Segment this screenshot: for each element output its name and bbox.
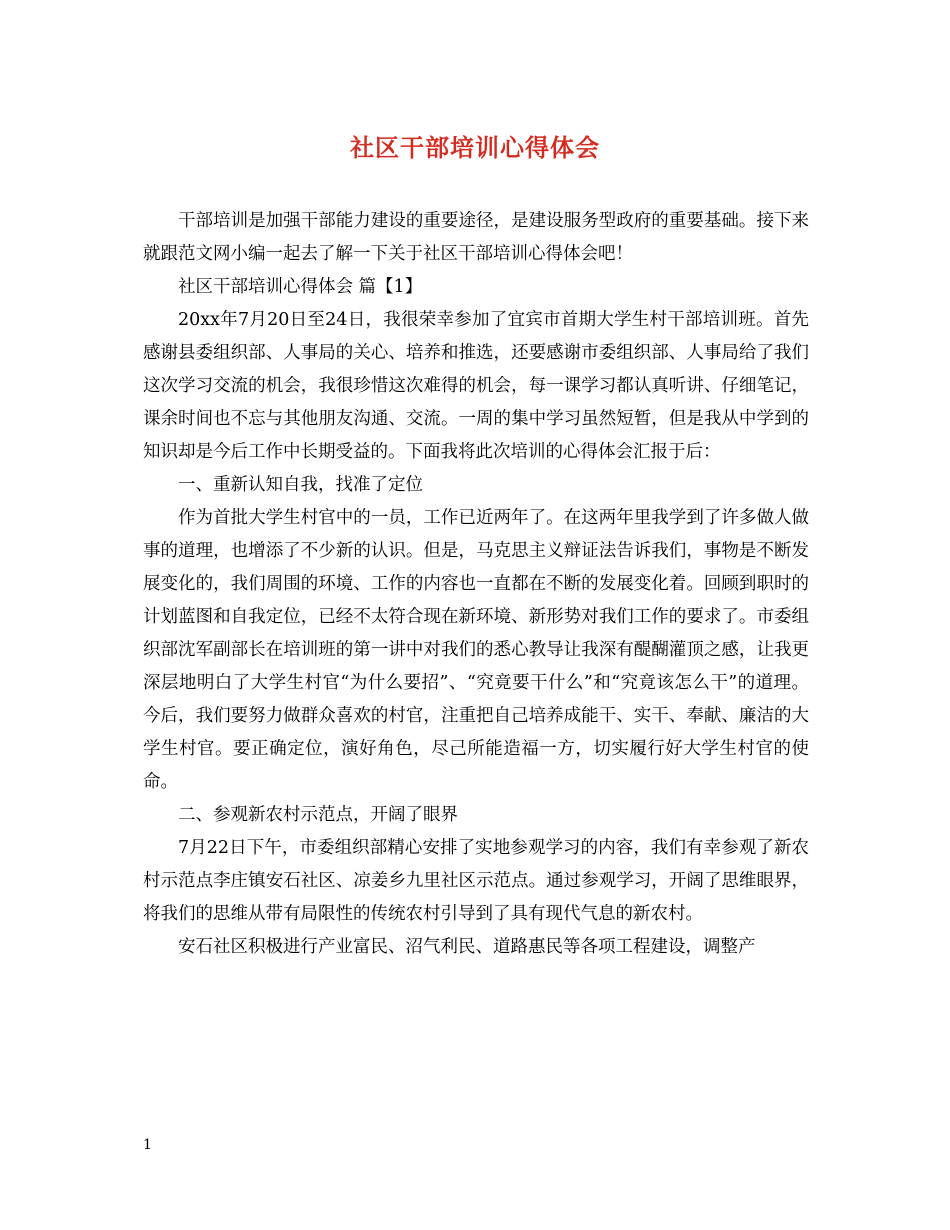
body-paragraph: 安石社区积极进行产业富民、沼气利民、道路惠民等各项工程建设，调整产	[178, 937, 756, 957]
body-paragraph: 20xx年7月20日至24日，我很荣幸参加了宜宾市首期大学生村干部培训班。首先感谢县委组织部、人事局的关心、培养和推选，还要感谢市委组织部、人事局给了我们这次学习交流的机会，我很珍惜这次难得的机会，每一课学习都认真听讲、仔细笔记，课余时间也不忘与其他朋友沟通、交流。一周的集中学习虽然短暂，但是我从中学到的知识却是今后工作中长期受益的。下面我将此次培训的心得体会汇报于后：	[143, 310, 809, 462]
intro-paragraph: 干部培训是加强干部能力建设的重要途径，是建设服务型政府的重要基础。接下来就跟范文网小编一起去了解一下关于社区干部培训心得体会吧！	[143, 211, 809, 264]
subheading-2: 二、参观新农村示范点，开阔了眼界	[178, 805, 458, 825]
document-title: 社区干部培训心得体会	[350, 133, 600, 162]
subheading-1: 一、重新认知自我，找准了定位	[178, 475, 423, 495]
body-paragraph: 作为首批大学生村官中的一员，工作已近两年了。在这两年里我学到了许多做人做事的道理，也增添了不少新的认识。但是，马克思主义辩证法告诉我们，事物是不断发展变化的，我们周围的环境、工作的内容也一直都在不断的发展变化着。回顾到职时的计划蓝图和自我定位，已经不太符合现在新环境、新形势对我们工作的要求了。市委组织部沈军副部长在培训班的第一讲中对我们的悉心教导让我深有醍醐灌顶之感，让我更深层地明白了大学生村官“为什么要招”、“究竟要干什么”和“究竟该怎么干”的道理。今后，我们要努力做群众喜欢的村官，注重把自己培养成能干、实干、奉献、廉洁的大学生村官。要正确定位，演好角色，尽己所能造福一方，切实履行好大学生村官的使命。	[143, 508, 809, 792]
document-body	[143, 205, 809, 964]
body-paragraph: 7月22日下午，市委组织部精心安排了实地参观学习的内容，我们有幸参观了新农村示范点李庄镇安石社区、凉姜乡九里社区示范点。通过参观学习，开阔了思维眼界，将我们的思维从带有局限性的传统农村引导到了具有现代气息的新农村。	[143, 838, 809, 924]
section-heading-part-1: 社区干部培训心得体会 篇【1】	[178, 277, 423, 297]
page-number: 1	[143, 1137, 152, 1153]
